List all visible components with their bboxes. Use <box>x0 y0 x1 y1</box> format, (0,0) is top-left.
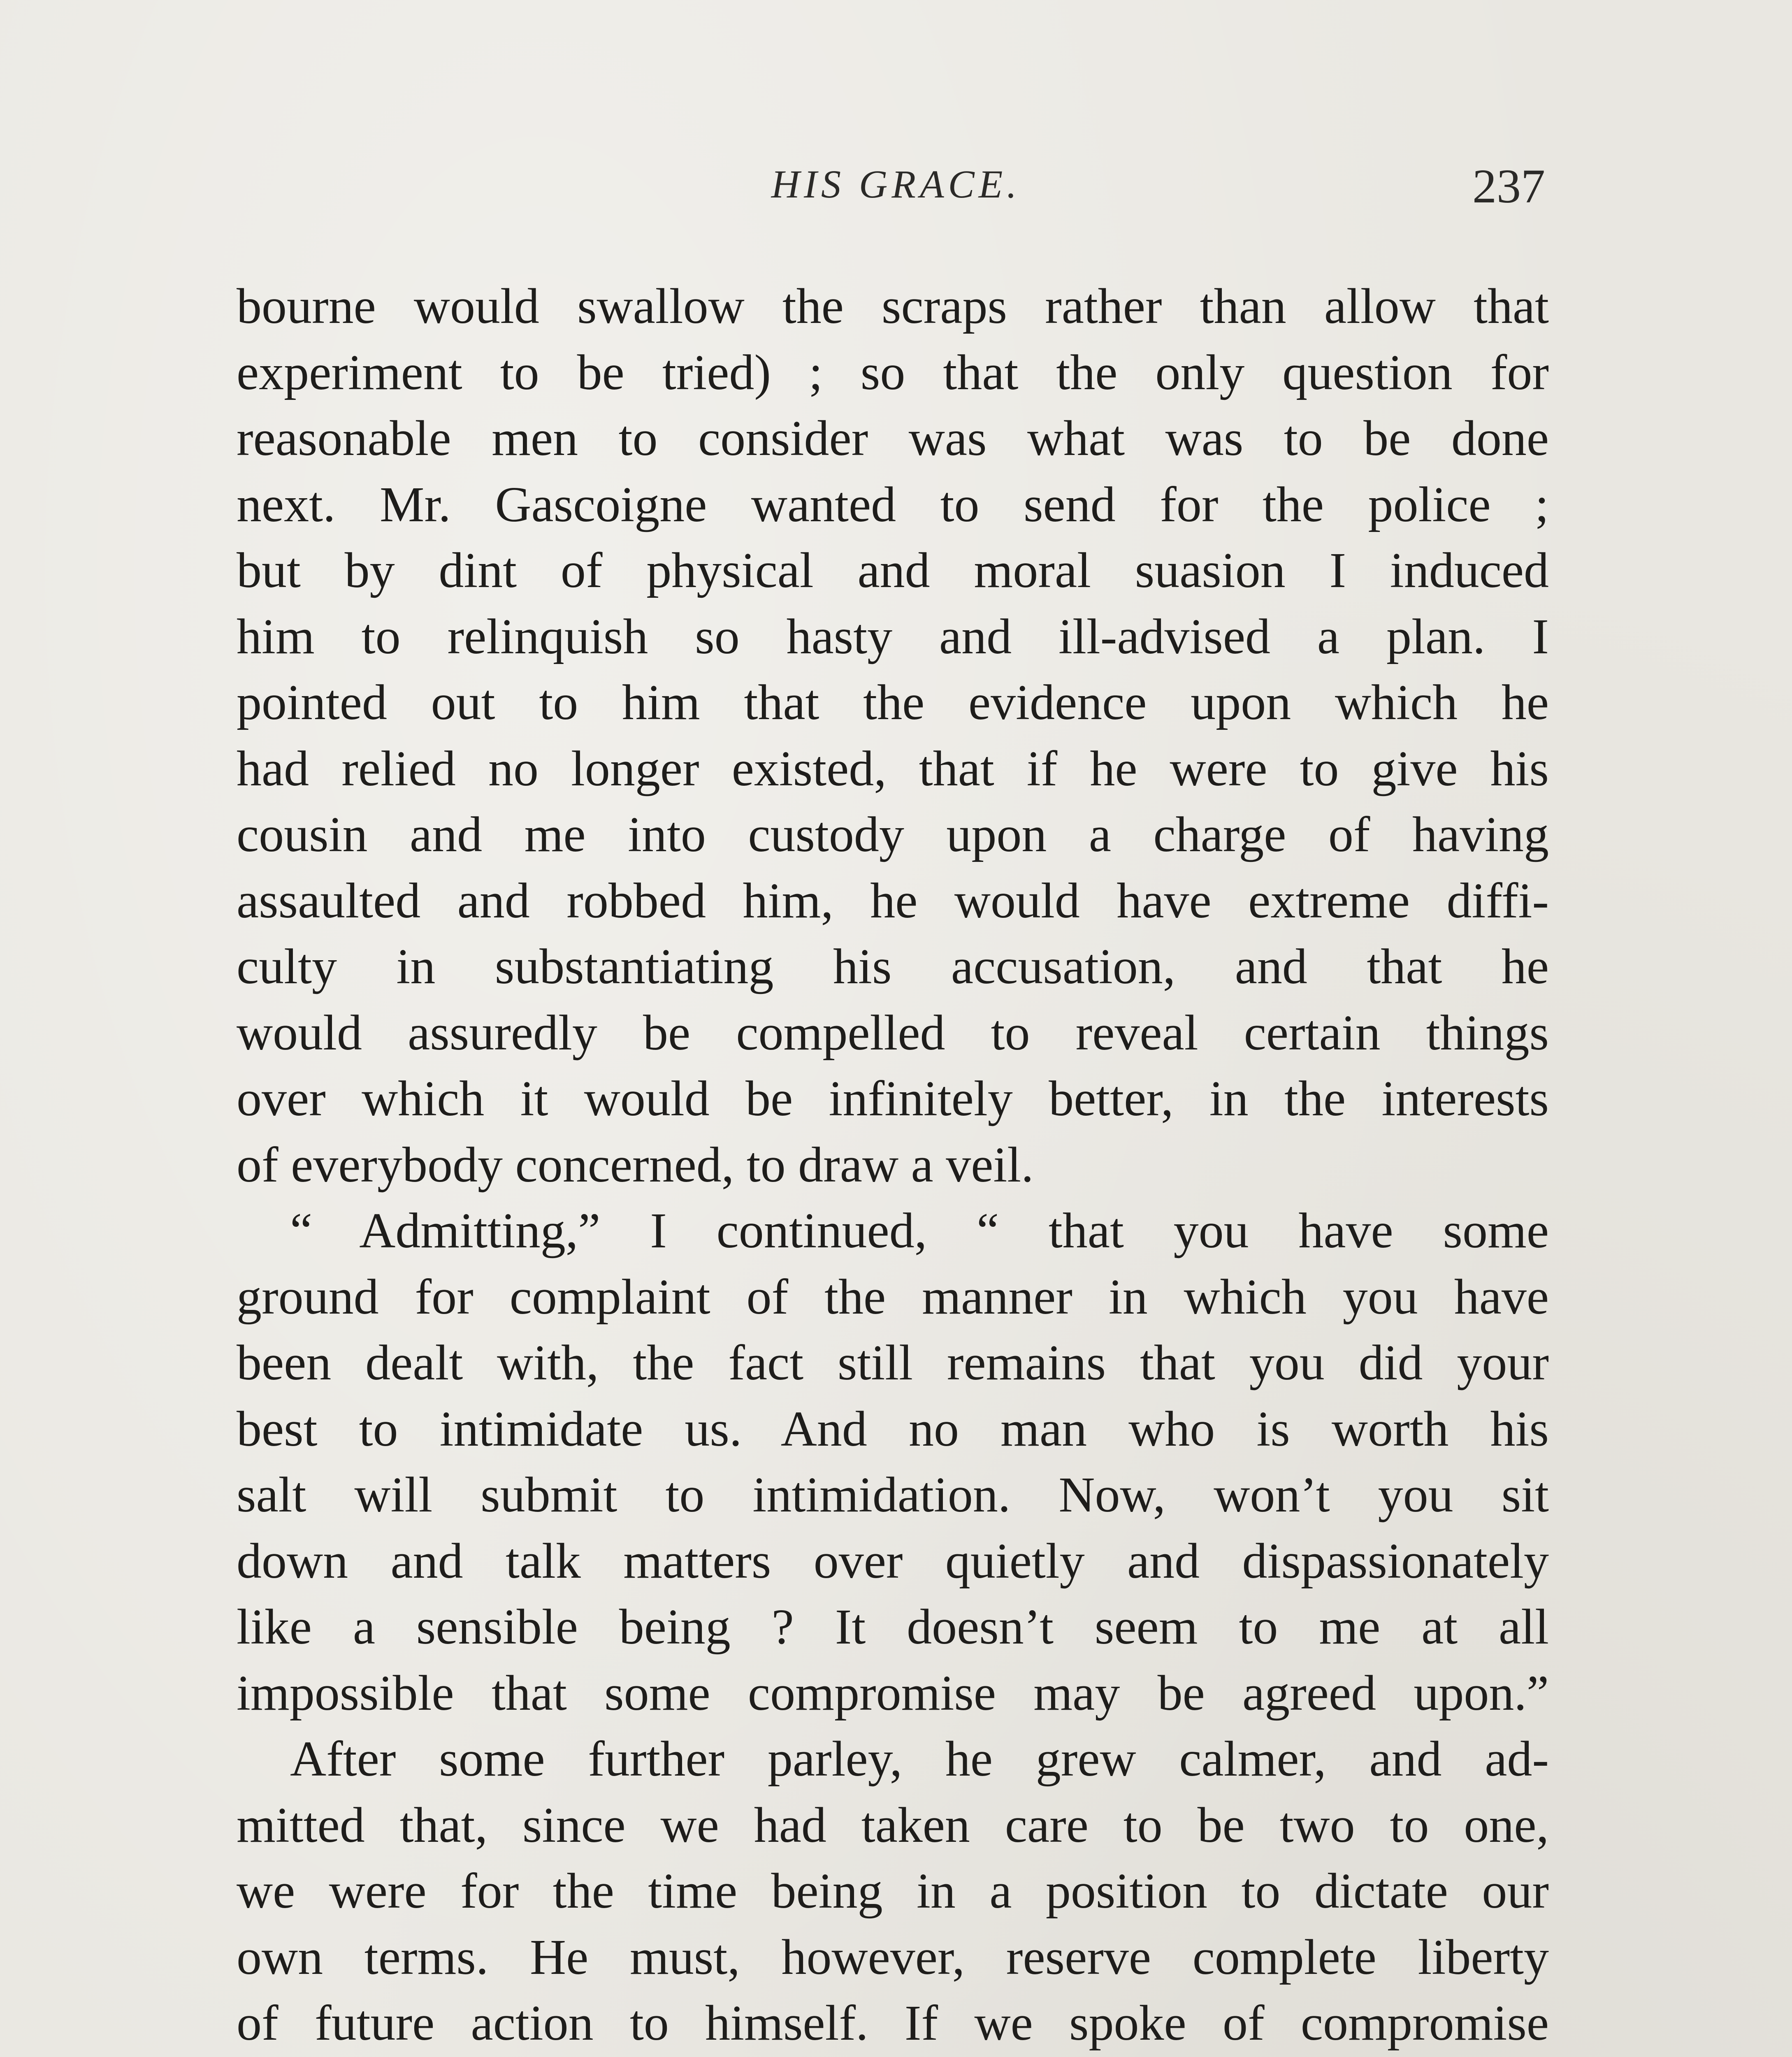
text-line: been dealt with, the fact still remains that you did your <box>237 1335 1549 1391</box>
text-line: bourne would swallow the scraps rather than allow that <box>237 279 1549 334</box>
text-line: of everybody concerned, to draw a veil. <box>237 1137 1034 1193</box>
text-line: impossible that some compromise may be agreed upon.” <box>237 1665 1549 1721</box>
page-number: 237 <box>1472 159 1545 213</box>
text-line: had relied no longer existed, that if he were to give his <box>237 741 1549 796</box>
running-head-title: HIS GRACE. <box>771 162 1021 206</box>
text-line: of future action to himself. If we spoke of compromise <box>237 1995 1549 2051</box>
text-line: mitted that, since we had taken care to be two to one, <box>237 1797 1549 1853</box>
text-line: reasonable men to consider was what was to be done <box>237 411 1549 466</box>
text-line: him to relinquish so hasty and ill-advised a plan. I <box>237 608 1549 664</box>
text-line: next. Mr. Gascoigne wanted to send for the police ; <box>237 476 1549 532</box>
text-line: salt will submit to intimidation. Now, won’t you sit <box>237 1467 1549 1523</box>
text-line: own terms. He must, however, reserve complete liberty <box>237 1929 1549 1985</box>
body-text <box>237 274 1549 2057</box>
text-line: culty in substantiating his accusation, and that he <box>237 939 1549 994</box>
text-line: ground for complaint of the manner in which you have <box>237 1269 1549 1325</box>
text-line: cousin and me into custody upon a charge of having <box>237 807 1549 862</box>
text-line: assaulted and robbed him, he would have extreme diffi- <box>237 873 1549 929</box>
text-line: best to intimidate us. And no man who is worth his <box>237 1401 1549 1457</box>
text-line: experiment to be tried) ; so that the only question for <box>237 344 1549 400</box>
text-line: like a sensible being ? It doesn’t seem to me at all <box>237 1599 1549 1655</box>
text-line: pointed out to him that the evidence upon which he <box>237 675 1549 730</box>
text-line: “ Admitting,” I continued, “ that you have some <box>290 1203 1549 1258</box>
text-line: but by dint of physical and moral suasion I induced <box>237 543 1549 598</box>
text-line: down and talk matters over quietly and dispassionately <box>237 1533 1549 1589</box>
text-line: After some further parley, he grew calmer, and ad- <box>290 1731 1549 1787</box>
text-line: would assuredly be compelled to reveal certain things <box>237 1005 1549 1061</box>
text-line: we were for the time being in a position to dictate our <box>237 1863 1549 1919</box>
text-line: over which it would be infinitely better, in the interests <box>237 1071 1549 1126</box>
